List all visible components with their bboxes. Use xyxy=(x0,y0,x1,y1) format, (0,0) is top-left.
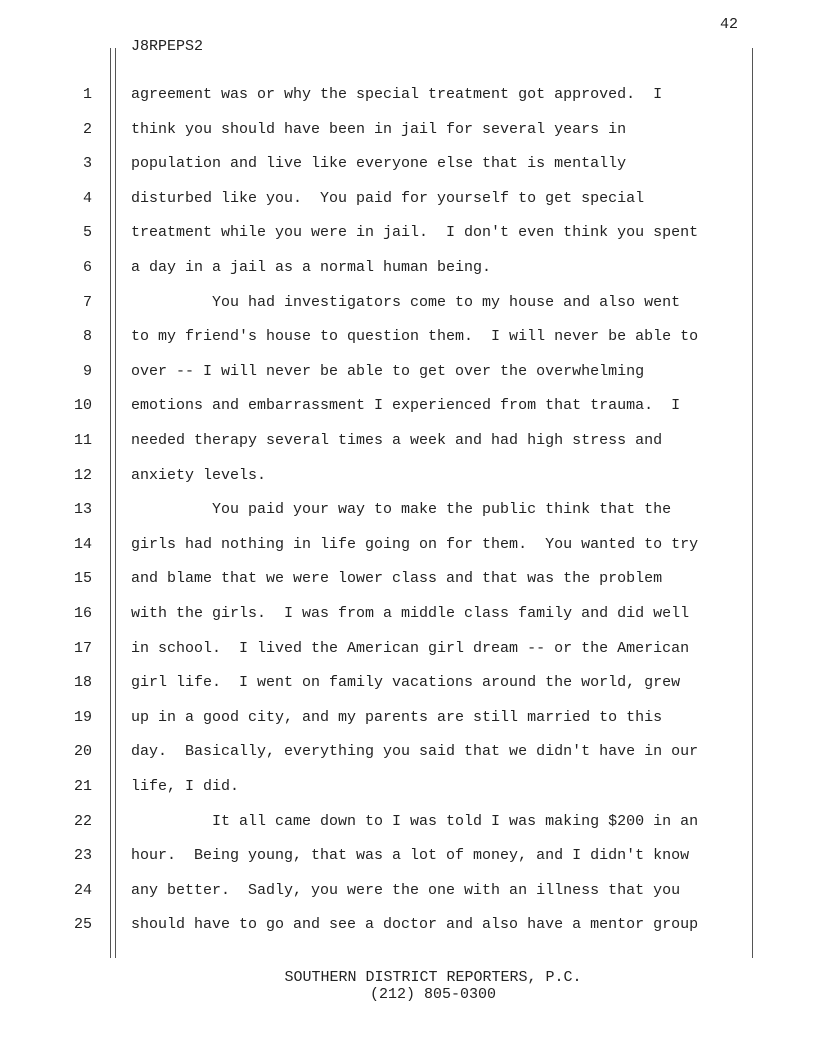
transcript-line xyxy=(0,639,816,659)
footer-phone: (212) 805-0300 xyxy=(369,986,497,1003)
line-number: 18 xyxy=(73,674,92,692)
transcript-line xyxy=(0,846,816,866)
transcript-line xyxy=(0,327,816,347)
line-text: disturbed like you. You paid for yourself to get special xyxy=(131,189,645,207)
line-number: 22 xyxy=(73,812,92,830)
transcript-line xyxy=(0,258,816,278)
line-text: girl life. I went on family vacations around the world, grew xyxy=(131,674,681,692)
line-number: 14 xyxy=(73,535,92,553)
transcript-line xyxy=(0,604,816,624)
line-text: with the girls. I was from a middle class family and did well xyxy=(131,605,690,622)
line-text: think you should have been in jail for several years in xyxy=(131,120,627,138)
line-number: 4 xyxy=(82,189,92,207)
line-number: 12 xyxy=(73,466,92,484)
transcript-line xyxy=(0,915,816,935)
line-text: anxiety levels. xyxy=(131,466,267,484)
transcript-line xyxy=(0,154,816,174)
line-number: 10 xyxy=(73,397,92,415)
line-text: day. Basically, everything you said that we didn't have in our xyxy=(131,743,699,761)
line-number: 20 xyxy=(73,743,92,761)
line-number: 21 xyxy=(73,778,92,795)
line-number: 8 xyxy=(82,328,92,346)
line-number: 3 xyxy=(82,155,92,173)
line-text: any better. Sadly, you were the one with an illness that you xyxy=(131,881,681,899)
line-text: You had investigators come to my house and also went xyxy=(131,293,681,311)
transcript-line xyxy=(0,223,816,243)
line-text: population and live like everyone else that is mentally xyxy=(131,155,627,173)
line-text: up in a good city, and my parents are still married to this xyxy=(131,708,663,726)
transcript-line xyxy=(0,881,816,901)
transcript-line xyxy=(0,708,816,728)
line-text: It all came down to I was told I was making $200 in an xyxy=(131,812,699,830)
line-number: 17 xyxy=(73,639,92,657)
line-text: should have to go and see a doctor and also have a mentor group xyxy=(131,916,699,934)
transcript-line xyxy=(0,535,816,555)
line-text: to my friend's house to question them. I will never be able to xyxy=(131,328,699,346)
transcript-line xyxy=(0,293,816,313)
line-text: girls had nothing in life going on for them. You wanted to try xyxy=(131,535,699,553)
line-number: 13 xyxy=(73,501,92,519)
line-text: You paid your way to make the public think that the xyxy=(131,501,672,519)
transcript-line xyxy=(0,431,816,451)
line-text: life, I did. xyxy=(131,778,240,795)
line-number: 11 xyxy=(73,432,92,449)
line-number: 19 xyxy=(73,708,92,726)
transcript-line xyxy=(0,85,816,105)
transcript-line xyxy=(0,673,816,693)
case-identifier: J8RPEPS2 xyxy=(131,38,204,55)
footer-reporter: SOUTHERN DISTRICT REPORTERS, P.C. xyxy=(284,969,582,986)
line-number: 16 xyxy=(73,605,92,622)
line-number: 25 xyxy=(73,916,92,934)
page-footer xyxy=(0,969,816,1003)
transcript-line xyxy=(0,812,816,832)
line-number: 23 xyxy=(73,847,92,865)
transcript-line xyxy=(0,569,816,589)
line-number: 6 xyxy=(82,259,92,276)
line-text: needed therapy several times a week and had high stress and xyxy=(131,432,663,449)
line-number: 7 xyxy=(82,293,92,311)
transcript-line xyxy=(0,189,816,209)
line-text: and blame that we were lower class and that was the problem xyxy=(131,570,663,588)
line-number: 9 xyxy=(82,362,92,380)
line-text: hour. Being young, that was a lot of money, and I didn't know xyxy=(131,847,690,865)
transcript-line xyxy=(0,466,816,486)
transcript-line xyxy=(0,396,816,416)
line-number: 1 xyxy=(82,86,92,103)
transcript-line xyxy=(0,362,816,382)
line-text: treatment while you were in jail. I don't even think you spent xyxy=(131,224,699,242)
line-text: a day in a jail as a normal human being. xyxy=(131,259,492,276)
line-text: emotions and embarrassment I experienced from that trauma. I xyxy=(131,397,681,415)
line-text: agreement was or why the special treatment got approved. I xyxy=(131,86,663,103)
line-number: 15 xyxy=(73,570,92,588)
transcript-line xyxy=(0,777,816,797)
transcript-line xyxy=(0,120,816,140)
transcript-line xyxy=(0,742,816,762)
line-number: 24 xyxy=(73,881,92,899)
line-number: 5 xyxy=(82,224,92,242)
line-text: in school. I lived the American girl dream -- or the American xyxy=(131,639,690,657)
transcript-line xyxy=(0,500,816,520)
line-text: over -- I will never be able to get over the overwhelming xyxy=(131,362,645,380)
line-number: 2 xyxy=(82,120,92,138)
page-number: 42 xyxy=(719,16,738,33)
